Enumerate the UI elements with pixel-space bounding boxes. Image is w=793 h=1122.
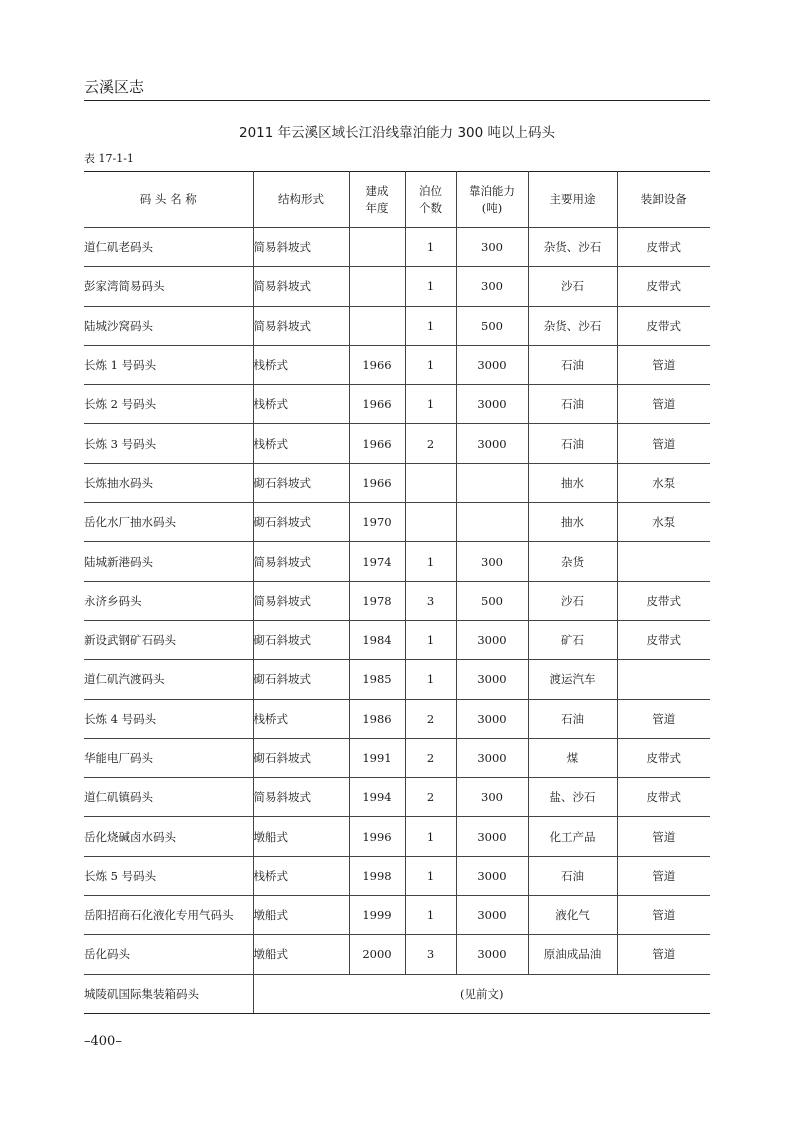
cell-berths: 3 [405, 935, 456, 974]
cell-structure: 砌石斜坡式 [253, 660, 349, 699]
cell-name: 道仁矶镇码头 [84, 778, 253, 817]
table-row [84, 935, 710, 974]
cell-equipment: 管道 [617, 856, 710, 895]
cell-capacity: 3000 [456, 620, 528, 659]
column-header-capacity-line1: 靠泊能力 [469, 183, 515, 198]
column-header-berths [405, 172, 456, 228]
cell-name: 道仁矶汽渡码头 [84, 660, 253, 699]
cell-berths: 1 [405, 267, 456, 306]
cell-name: 永济乡码头 [84, 581, 253, 620]
cell-capacity: 500 [456, 581, 528, 620]
cell-usage: 液化气 [528, 896, 617, 935]
cell-usage: 石油 [528, 856, 617, 895]
cell-usage: 抽水 [528, 463, 617, 502]
cell-structure: 栈桥式 [253, 424, 349, 463]
cell-capacity: 300 [456, 542, 528, 581]
cell-capacity: 3000 [456, 385, 528, 424]
column-header-berths-line1: 泊位 [419, 183, 442, 198]
table-row [84, 778, 710, 817]
cell-name: 新设武钢矿石码头 [84, 620, 253, 659]
book-title: 云溪区志 [84, 78, 145, 96]
cell-berths [405, 463, 456, 502]
cell-structure: 简易斜坡式 [253, 228, 349, 267]
cell-year: 1970 [349, 503, 405, 542]
cell-year: 1966 [349, 385, 405, 424]
column-header-year-line2: 年度 [365, 200, 389, 215]
table-row [84, 306, 710, 345]
cell-berths: 1 [405, 856, 456, 895]
cell-berths: 1 [405, 306, 456, 345]
cell-structure: 栈桥式 [253, 385, 349, 424]
cell-capacity: 3000 [456, 424, 528, 463]
cell-usage: 石油 [528, 385, 617, 424]
cell-name: 道仁矶老码头 [84, 228, 253, 267]
cell-capacity: 3000 [456, 660, 528, 699]
cell-usage: 沙石 [528, 267, 617, 306]
table-row [84, 660, 710, 699]
table-row [84, 345, 710, 384]
cell-structure: 栈桥式 [253, 856, 349, 895]
cell-equipment: 管道 [617, 345, 710, 384]
cell-year: 1974 [349, 542, 405, 581]
table-row [84, 542, 710, 581]
cell-berths: 1 [405, 228, 456, 267]
table-title: 2011 年云溪区域长江沿线靠泊能力 300 吨以上码头 [239, 125, 555, 141]
cell-structure: 栈桥式 [253, 699, 349, 738]
table-number: 表 17-1-1 [84, 152, 134, 165]
table-row [84, 699, 710, 738]
cell-berths: 1 [405, 896, 456, 935]
cell-capacity: 3000 [456, 345, 528, 384]
table-row [84, 817, 710, 856]
cell-year: 1966 [349, 463, 405, 502]
cell-capacity: 3000 [456, 738, 528, 777]
column-header-year-line1: 建成 [365, 183, 389, 198]
cell-equipment [617, 542, 710, 581]
column-header-berths-line2: 个数 [419, 200, 442, 215]
cell-year: 1999 [349, 896, 405, 935]
table-row [84, 424, 710, 463]
cell-equipment [617, 660, 710, 699]
cell-capacity [456, 463, 528, 502]
cell-equipment: 管道 [617, 896, 710, 935]
cell-name: 长炼 4 号码头 [84, 699, 253, 738]
cell-capacity: 3000 [456, 935, 528, 974]
page-number: –400– [84, 1034, 122, 1049]
cell-year: 1978 [349, 581, 405, 620]
column-header-usage: 主要用途 [528, 172, 617, 228]
cell-usage: 杂货、沙石 [528, 306, 617, 345]
cell-structure: 砌石斜坡式 [253, 503, 349, 542]
cell-usage: 矿石 [528, 620, 617, 659]
cell-structure: 简易斜坡式 [253, 267, 349, 306]
cell-year: 1985 [349, 660, 405, 699]
cell-berths: 1 [405, 660, 456, 699]
cell-equipment: 管道 [617, 817, 710, 856]
cell-structure: 砌石斜坡式 [253, 463, 349, 502]
cell-capacity [456, 503, 528, 542]
cell-equipment: 水泵 [617, 463, 710, 502]
cell-name: 岳化烧碱卤水码头 [84, 817, 253, 856]
table-row [84, 581, 710, 620]
header-rule [84, 100, 710, 101]
cell-usage: 石油 [528, 424, 617, 463]
cell-structure: 墩船式 [253, 817, 349, 856]
cell-equipment: 管道 [617, 424, 710, 463]
table-row [84, 896, 710, 935]
table-row [84, 856, 710, 895]
cell-year: 1984 [349, 620, 405, 659]
cell-equipment: 管道 [617, 699, 710, 738]
cell-structure: 简易斜坡式 [253, 542, 349, 581]
cell-berths: 1 [405, 345, 456, 384]
cell-year: 2000 [349, 935, 405, 974]
column-header-structure: 结构形式 [253, 172, 349, 228]
cell-equipment: 皮带式 [617, 738, 710, 777]
cell-equipment: 皮带式 [617, 581, 710, 620]
cell-berths: 2 [405, 424, 456, 463]
cell-year [349, 306, 405, 345]
cell-usage: 盐、沙石 [528, 778, 617, 817]
table-row [84, 267, 710, 306]
cell-usage: 石油 [528, 699, 617, 738]
cell-equipment: 皮带式 [617, 228, 710, 267]
cell-equipment: 管道 [617, 385, 710, 424]
cell-structure: 砌石斜坡式 [253, 620, 349, 659]
cell-berths: 1 [405, 620, 456, 659]
cell-berths: 3 [405, 581, 456, 620]
table-row [84, 385, 710, 424]
table-row-last [84, 974, 710, 1013]
cell-usage: 石油 [528, 345, 617, 384]
cell-name: 长炼 3 号码头 [84, 424, 253, 463]
table-row [84, 620, 710, 659]
cell-capacity: 3000 [456, 856, 528, 895]
cell-structure: 砌石斜坡式 [253, 738, 349, 777]
cell-capacity: 3000 [456, 817, 528, 856]
cell-name: 长炼 5 号码头 [84, 856, 253, 895]
cell-usage: 渡运汽车 [528, 660, 617, 699]
cell-equipment: 皮带式 [617, 620, 710, 659]
cell-capacity: 300 [456, 778, 528, 817]
cell-year: 1991 [349, 738, 405, 777]
cell-year: 1986 [349, 699, 405, 738]
column-header-capacity-line2: (吨) [481, 200, 503, 215]
table-row [84, 463, 710, 502]
cell-equipment: 管道 [617, 935, 710, 974]
cell-berths [405, 503, 456, 542]
cell-structure: 墩船式 [253, 935, 349, 974]
table-row [84, 228, 710, 267]
cell-year: 1966 [349, 424, 405, 463]
cell-name: 长炼抽水码头 [84, 463, 253, 502]
cell-berths: 1 [405, 817, 456, 856]
cell-note: (见前文) [253, 974, 710, 1013]
cell-usage: 抽水 [528, 503, 617, 542]
cell-name: 岳化水厂抽水码头 [84, 503, 253, 542]
cell-berths: 2 [405, 778, 456, 817]
column-header-equipment: 装卸设备 [617, 172, 710, 228]
wharf-table [84, 171, 710, 1014]
cell-equipment: 皮带式 [617, 267, 710, 306]
cell-year: 1994 [349, 778, 405, 817]
cell-year: 1998 [349, 856, 405, 895]
cell-year: 1966 [349, 345, 405, 384]
column-header-name: 码 头 名 称 [84, 172, 253, 228]
table-row [84, 503, 710, 542]
cell-name: 岳阳招商石化液化专用气码头 [84, 896, 253, 935]
cell-usage: 原油成品油 [528, 935, 617, 974]
cell-structure: 墩船式 [253, 896, 349, 935]
table-row [84, 738, 710, 777]
cell-name: 长炼 1 号码头 [84, 345, 253, 384]
column-header-capacity [456, 172, 528, 228]
cell-usage: 煤 [528, 738, 617, 777]
cell-name: 岳化码头 [84, 935, 253, 974]
cell-berths: 2 [405, 738, 456, 777]
cell-usage: 化工产品 [528, 817, 617, 856]
cell-name: 陆城新港码头 [84, 542, 253, 581]
cell-structure: 简易斜坡式 [253, 306, 349, 345]
cell-structure: 简易斜坡式 [253, 581, 349, 620]
cell-capacity: 3000 [456, 896, 528, 935]
table-header-row [84, 172, 710, 228]
column-header-year [349, 172, 405, 228]
cell-name: 长炼 2 号码头 [84, 385, 253, 424]
cell-equipment: 皮带式 [617, 306, 710, 345]
cell-year: 1996 [349, 817, 405, 856]
cell-name: 城陵矶国际集装箱码头 [84, 974, 253, 1013]
cell-name: 彭家湾简易码头 [84, 267, 253, 306]
cell-year [349, 267, 405, 306]
cell-usage: 杂货 [528, 542, 617, 581]
cell-equipment: 水泵 [617, 503, 710, 542]
cell-equipment: 皮带式 [617, 778, 710, 817]
cell-capacity: 500 [456, 306, 528, 345]
cell-berths: 2 [405, 699, 456, 738]
cell-usage: 杂货、沙石 [528, 228, 617, 267]
cell-year [349, 228, 405, 267]
cell-berths: 1 [405, 385, 456, 424]
cell-capacity: 300 [456, 228, 528, 267]
cell-capacity: 300 [456, 267, 528, 306]
cell-structure: 栈桥式 [253, 345, 349, 384]
table-body [84, 228, 710, 1014]
cell-name: 华能电厂码头 [84, 738, 253, 777]
cell-name: 陆城沙窝码头 [84, 306, 253, 345]
cell-berths: 1 [405, 542, 456, 581]
cell-capacity: 3000 [456, 699, 528, 738]
cell-structure: 简易斜坡式 [253, 778, 349, 817]
cell-usage: 沙石 [528, 581, 617, 620]
